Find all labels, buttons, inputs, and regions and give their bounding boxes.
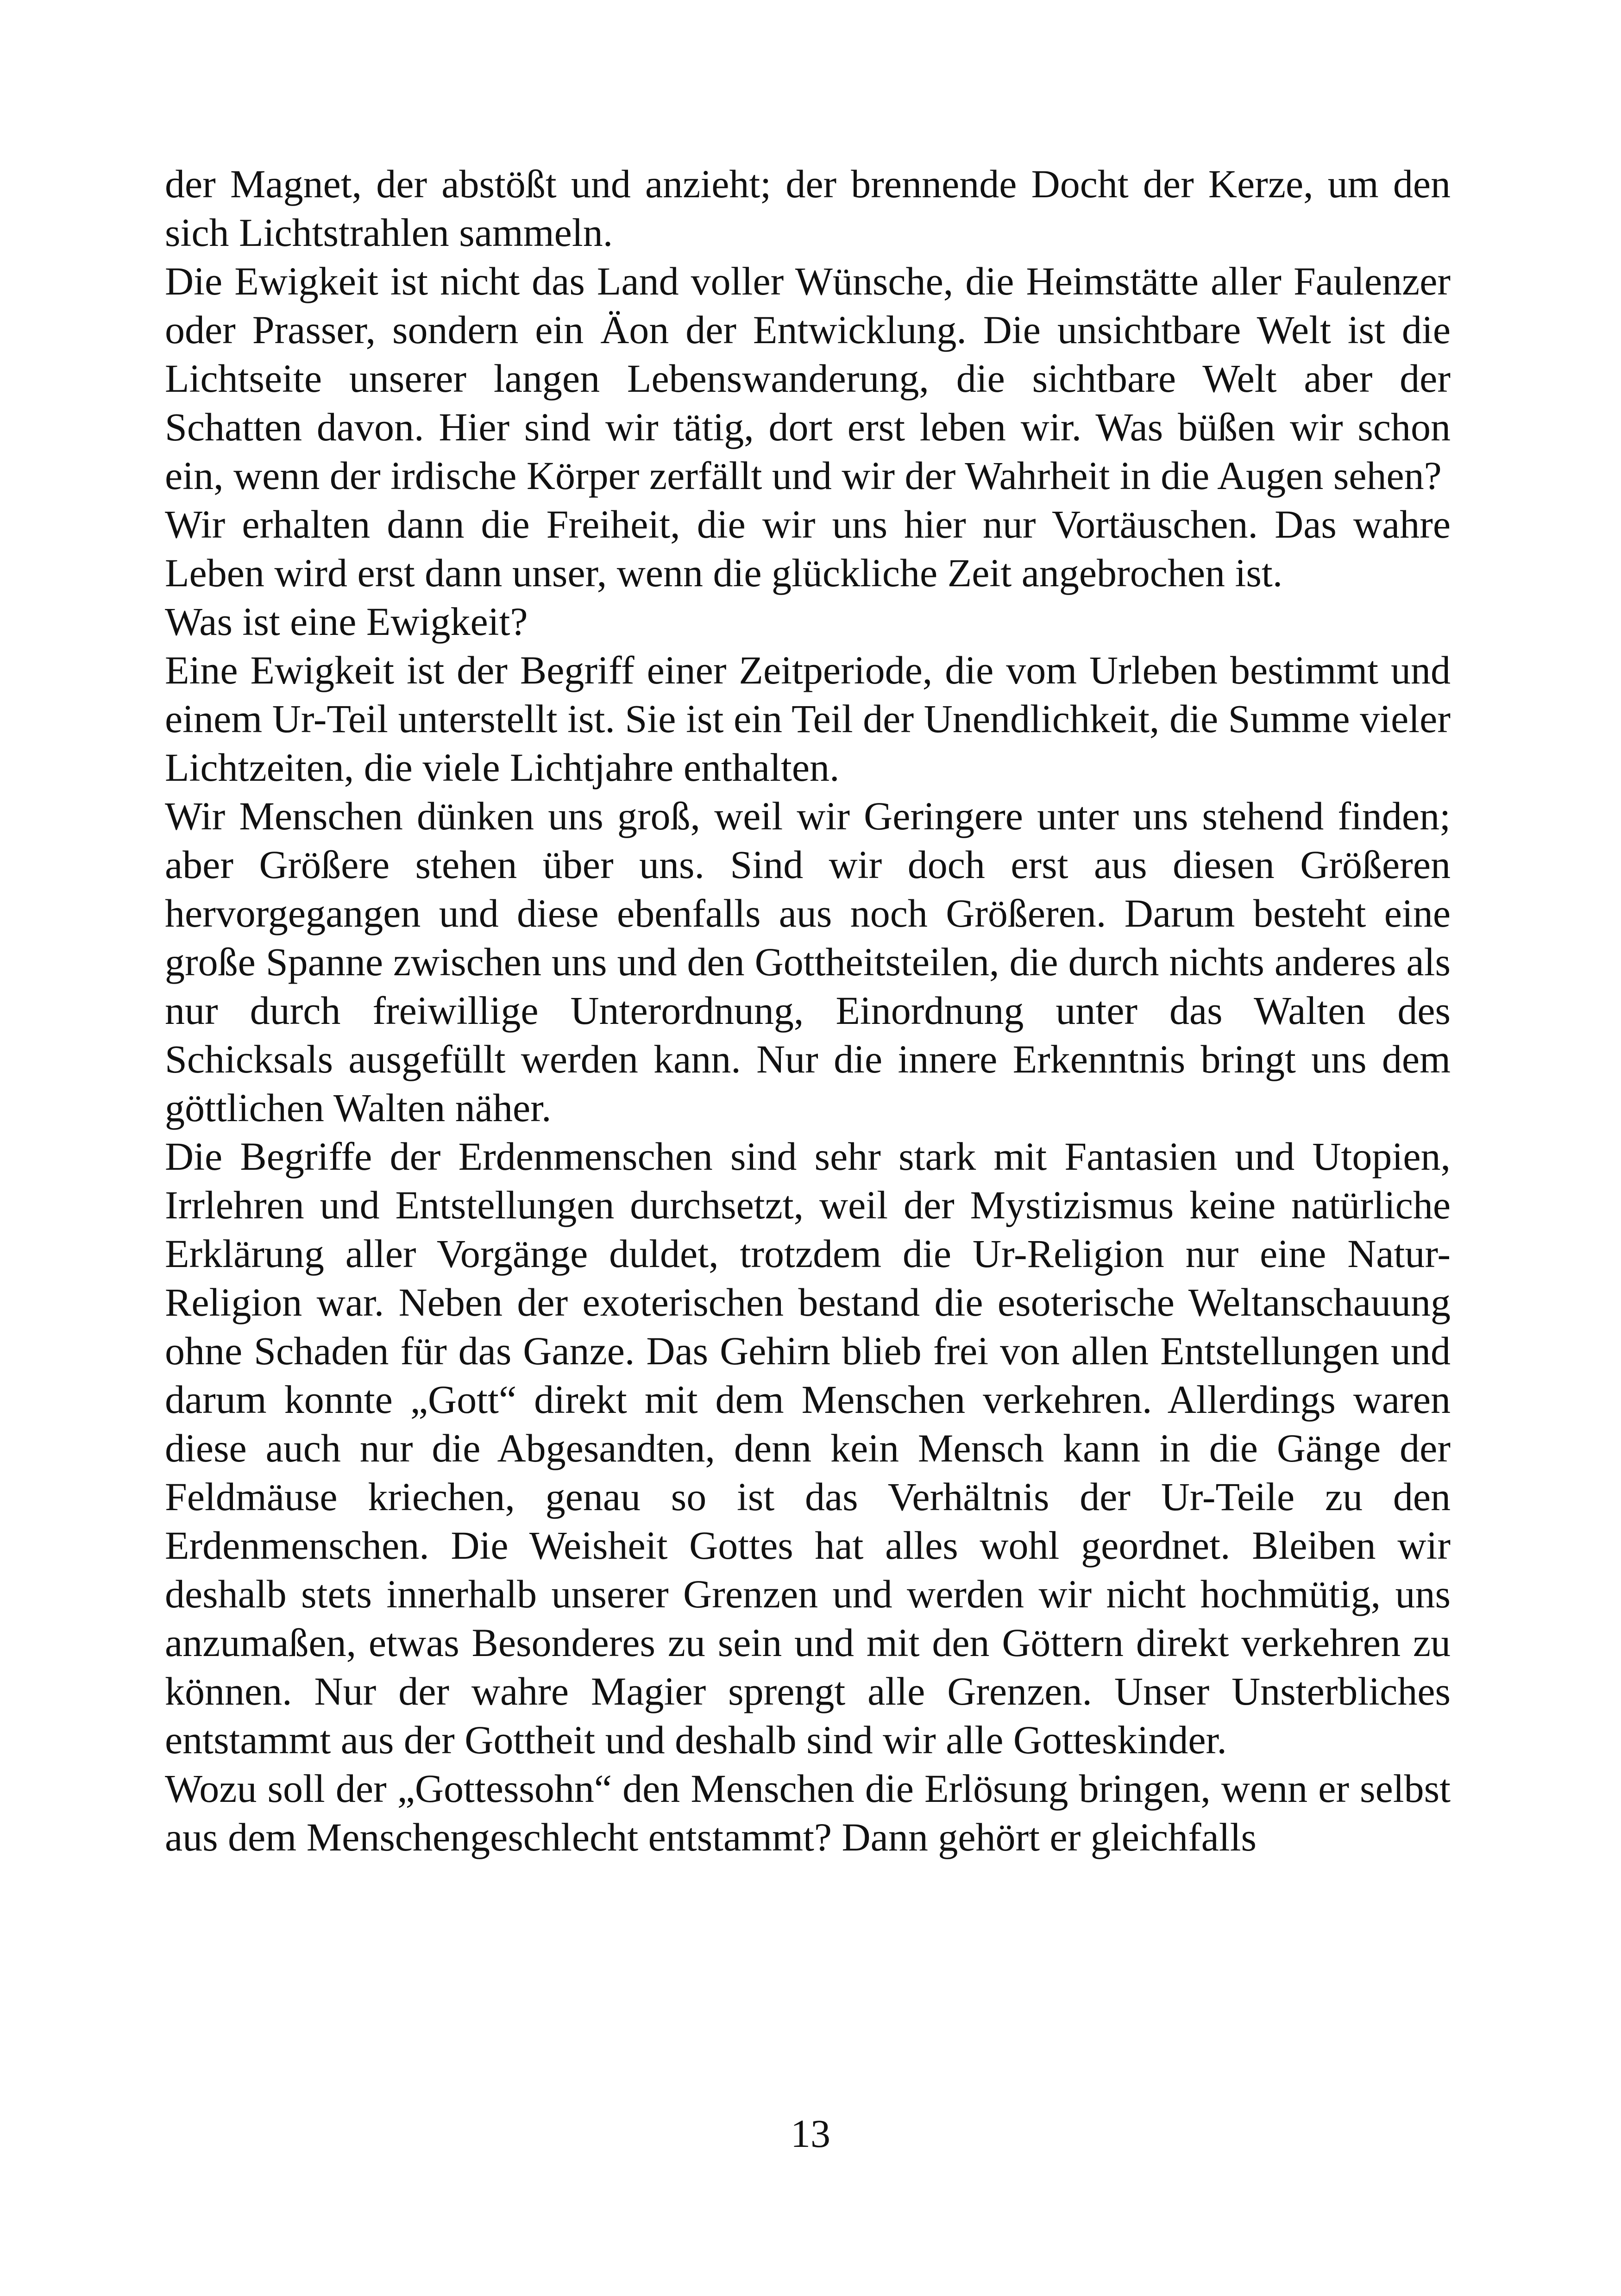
page-number: 13	[791, 2111, 830, 2156]
paragraph: Eine Ewigkeit ist der Begriff einer Zeitperiode, die vom Urleben bestimmt und einem Ur-Teil unterstellt ist. Sie ist ein Teil der Unendlichkeit, die Summe vieler Lichtzeiten, die viele Lichtjahre enthalten.	[165, 648, 1451, 790]
paragraph: Wir erhalten dann die Freiheit, die wir uns hier nur Vortäuschen. Das wahre Leben wird erst dann unser, wenn die glückliche Zeit angebrochen ist.	[165, 502, 1451, 595]
paragraph: Die Ewigkeit ist nicht das Land voller Wünsche, die Heimstätte aller Faulenzer oder Prasser, sondern ein Äon der Entwicklung. Die unsichtbare Welt ist die Lichtseite unserer langen Lebenswanderung, die sichtbare Welt aber der Schatten davon. Hier sind wir tätig, dort erst leben wir. Was büßen wir schon ein, wenn der irdische Körper zerfällt und wir der Wahrheit in die Augen sehen?	[165, 259, 1451, 498]
body-text	[165, 160, 1451, 1862]
paragraph: Was ist eine Ewigkeit?	[165, 599, 528, 644]
paragraph: Die Begriffe der Erdenmenschen sind sehr stark mit Fantasien und Utopien, Irrlehren und Entstellungen durchsetzt, weil der Mystizismus keine natürliche Erklärung aller Vorgänge duldet, trotzdem die Ur-Religion nur eine Natur-Religion war. Neben der exoterischen bestand die esoterische Weltanschauung ohne Schaden für das Ganze. Das Gehirn blieb frei von allen Entstellungen und darum konnte „Gott“ direkt mit dem Menschen verkehren. Allerdings waren diese auch nur die Abgesandten, denn kein Mensch kann in die Gänge der Feldmäuse kriechen, genau so ist das Verhältnis der Ur-Teile zu den Erdenmenschen. Die Weisheit Gottes hat alles wohl geordnet. Bleiben wir deshalb stets innerhalb unserer Grenzen und werden wir nicht hochmütig, uns anzumaßen, etwas Besonderes zu sein und mit den Göttern direkt verkehren zu können. Nur der wahre Magier sprengt alle Grenzen. Unser Unsterbliches entstammt aus der Gottheit und deshalb sind wir alle Gotteskinder.	[165, 1134, 1451, 1762]
paragraph: der Magnet, der abstößt und anzieht; der brennende Docht der Kerze, um den sich Lichtstrahlen sammeln.	[165, 162, 1451, 255]
paragraph: Wir Menschen dünken uns groß, weil wir Geringere unter uns stehend finden; aber Größere stehen über uns. Sind wir doch erst aus diesen Größeren hervorgegangen und diese ebenfalls aus noch Größeren. Darum besteht eine große Spanne zwischen uns und den Gottheitsteilen, die durch nichts anderes als nur durch freiwillige Unterordnung, Einordnung unter das Walten des Schicksals ausgefüllt werden kann. Nur die innere Erkenntnis bringt uns dem göttlichen Walten näher.	[165, 794, 1451, 1130]
paragraph: Wozu soll der „Gottessohn“ den Menschen die Erlösung bringen, wenn er selbst aus dem Menschengeschlecht entstammt? Dann gehört er gleichfalls	[165, 1766, 1451, 1859]
